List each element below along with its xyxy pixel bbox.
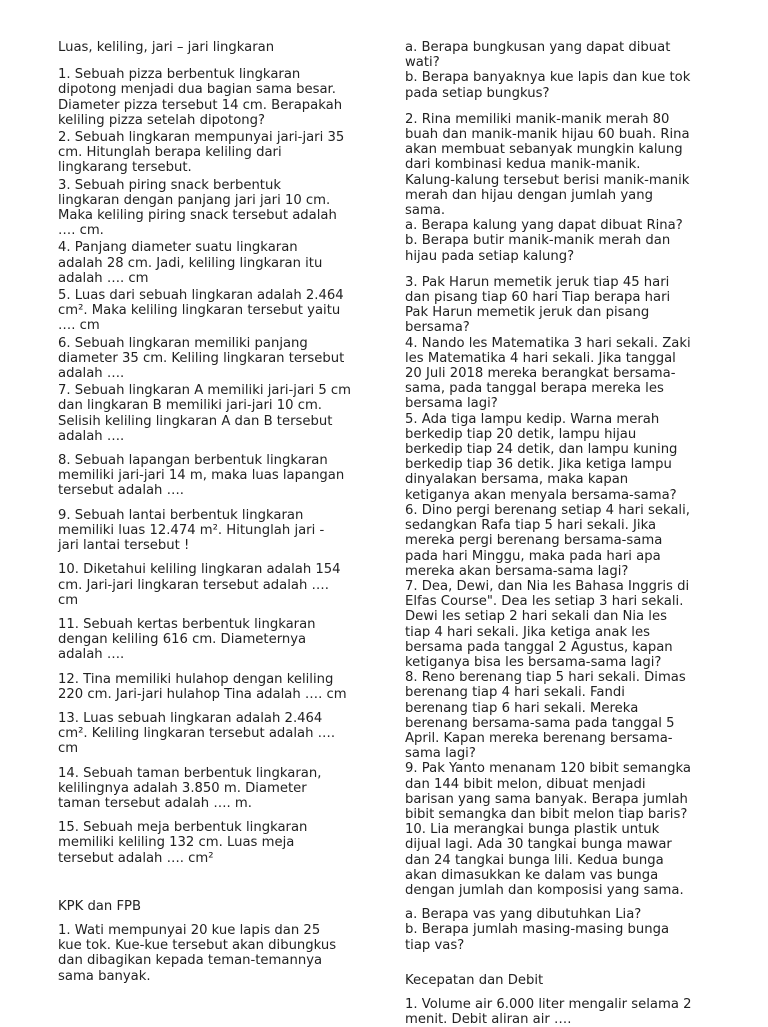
question-13: 13. Luas sebuah lingkaran adalah 2.464 cm². Keliling lingkaran tersebut adalah …. cm (58, 710, 336, 757)
right-column (405, 40, 715, 1027)
question-14: 14. Sebuah taman berbentuk lingkaran, kelilingnya adalah 3.850 m. Diameter taman tersebut adalah …. m. (58, 765, 322, 811)
question-2: 2. Sebuah lingkaran mempunyai jari-jari 35 cm. Hitunglah berapa keliling dari lingkarang tersebut. (58, 130, 345, 176)
question-6: 6. Sebuah lingkaran memiliki panjang diameter 35 cm. Keliling lingkaran tersebut adalah …. (58, 335, 345, 382)
question-9: 9. Sebuah lantai berbentuk lingkaran memiliki luas 12.474 m². Hitunglah jari - jari lantai tersebut ! (58, 507, 325, 554)
kpk-question-1-parts: a. Berapa bungkusan yang dapat dibuat wati? b. Berapa banyaknya kue lapis dan kue tok pada setiap bungkus? (405, 40, 691, 101)
debit-question-1: 1. Volume air 6.000 liter mengalir selama 2 menit. Debit aliran air …. (405, 996, 692, 1027)
question-4: 4. Panjang diameter suatu lingkaran adalah 28 cm. Jadi, keliling lingkaran itu adalah …. cm (58, 240, 323, 286)
left-column (58, 40, 368, 984)
question-3: 3. Sebuah piring snack berbentuk lingkaran dengan panjang jari jari 10 cm. Maka keliling piring snack tersebut adalah …. cm. (58, 177, 337, 239)
question-12: 12. Tina memiliki hulahop dengan keliling 220 cm. Jari-jari hulahop Tina adalah …. cm (58, 671, 347, 702)
kpk-question-2: 2. Rina memiliki manik-manik merah 80 buah dan manik-manik hijau 60 buah. Rina akan membuat sebanyak mungkin kalung dari kombinasi kedua manik-manik. Kalung-kalung tersebut berisi manik-manik merah dan hijau dengan jumlah yang sama. a. Berapa kalung yang dapat dibuat Rina? b. Berapa butir manik-manik merah dan hijau pada setiap kalung? (405, 111, 690, 264)
question-10: 10. Diketahui keliling lingkaran adalah 154 cm. Jari-jari lingkaran tersebut adalah …. cm (58, 562, 341, 608)
question-8: 8. Sebuah lapangan berbentuk lingkaran memiliki jari-jari 14 m, maka luas lapangan tersebut adalah …. (58, 453, 345, 499)
section-title-kecepatan-debit: Kecepatan dan Debit (405, 972, 544, 988)
kpk-questions-3-to-10: 3. Pak Harun memetik jeruk tiap 45 hari dan pisang tiap 60 hari Tiap berapa hari Pak Harun memetik jeruk dan pisang bersama? 4. Nando les Matematika 3 hari sekali. Zaki les Matematika 4 hari sekali. Jika tanggal 20 Juli 2018 mereka berangkat bersama- sama, pada tanggal berapa mereka les bersama lagi? 5. Ada tiga lampu kedip. Warna merah berkedip tiap 20 detik, lampu hijau berkedip tiap 24 detik, dan lampu kuning berkedip tiap 36 detik. Jika ketiga lampu dinyalakan bersama, maka kapan ketiganya akan menyala bersama-sama? 6. Dino pergi berenang setiap 4 hari sekali, sedangkan Rafa tiap 5 hari sekali. Jika mereka pergi berenang bersama-sama pada hari Minggu, maka pada hari apa mereka akan bersama-sama lagi? 7. Dea, Dewi, dan Nia les Bahasa Inggris di Elfas Course". Dea les setiap 3 hari sekali. Dewi les setiap 2 hari sekali dan Nia les tiap 4 hari sekali. Jika ketiga anak les bersama pada tanggal 2 Agustus, kapan ketiganya bisa les bersama-sama lagi? 8. Reno berenang tiap 5 hari sekali. Dimas berenang tiap 4 hari sekali. Fandi berenang tiap 6 hari sekali. Mereka berenang bersama-sama pada tanggal 5 April. Kapan mereka berenang bersama- sama lagi? 9. Pak Yanto menanam 120 bibit semangka dan 144 bibit melon, dibuat menjadi barisan yang sama banyak. Berapa jumlah bibit semangka dan bibit melon tiap baris? 10. Lia merangkai bunga plastik untuk dijual lagi. Ada 30 tangkai bunga mawar dan 24 tangkai bunga lili. Kedua bunga akan dimasukkan ke dalam vas bunga dengan jumlah dan komposisi yang sama. (405, 274, 691, 898)
question-7: 7. Sebuah lingkaran A memiliki jari-jari 5 cm dan lingkaran B memiliki jari-jari 10 cm. Selisih keliling lingkaran A dan B tersebut adalah …. (58, 383, 352, 444)
question-11: 11. Sebuah kertas berbentuk lingkaran dengan keliling 616 cm. Diameternya adalah …. (58, 616, 316, 663)
kpk-question-10-parts: a. Berapa vas yang dibutuhkan Lia? b. Berapa jumlah masing-masing bunga tiap vas? (405, 907, 670, 953)
question-15: 15. Sebuah meja berbentuk lingkaran memiliki keliling 132 cm. Luas meja tersebut adalah …. cm² (58, 820, 308, 866)
section-title-luas-keliling: Luas, keliling, jari – jari lingkaran (58, 40, 275, 55)
section-title-kpk-fpb: KPK dan FPB (58, 898, 142, 914)
kpk-question-1: 1. Wati mempunyai 20 kue lapis dan 25 kue tok. Kue-kue tersebut akan dibungkus dan dibagikan kepada teman-temannya sama banyak. (58, 922, 337, 984)
question-1: 1. Sebuah pizza berbentuk lingkaran dipotong menjadi dua bagian sama besar. Diameter pizza tersebut 14 cm. Berapakah keliling pizza setelah dipotong? (58, 67, 343, 128)
question-5: 5. Luas dari sebuah lingkaran adalah 2.464 cm². Maka keliling lingkaran tersebut yaitu …. cm (58, 288, 344, 334)
